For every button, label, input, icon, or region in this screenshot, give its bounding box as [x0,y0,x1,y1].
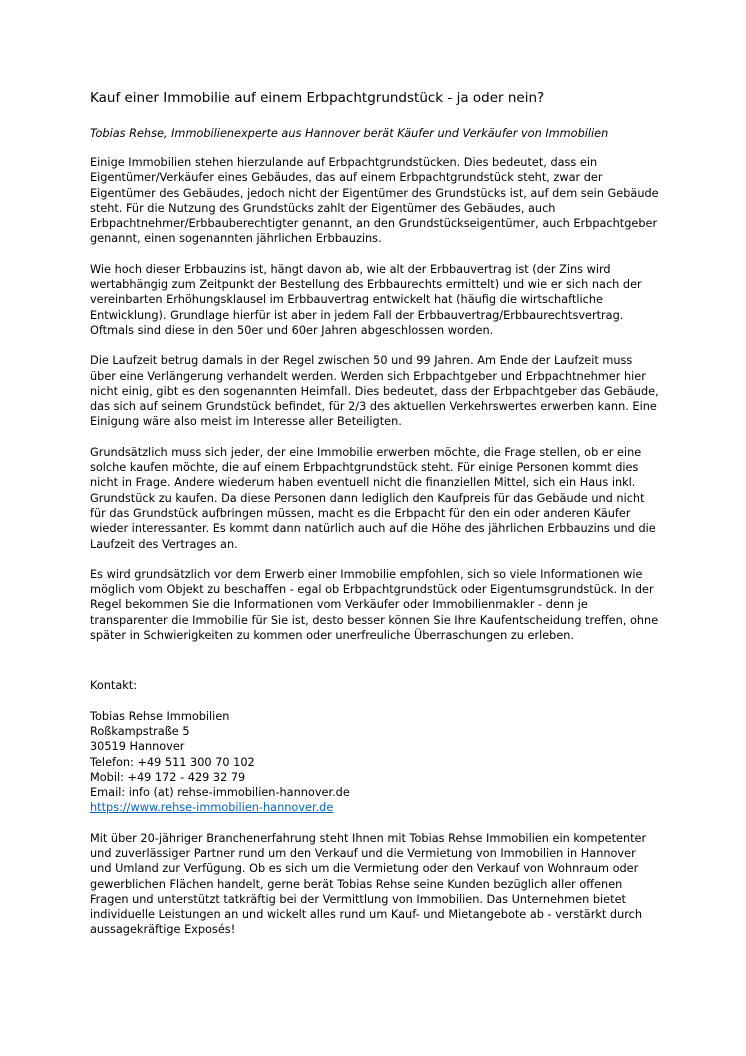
contact-block [90,709,660,816]
paragraph-4: Grundsätzlich muss sich jeder, der eine Immobilie erwerben möchte, die Frage stellen, ob er eine solche kaufen möchte, die auf einem Erbpachtgrundstück steht. Für einige Personen kommt dies nicht in Frage. Andere wiederum haben eventuell nicht die finanziellen Mittel, sich ein Haus inkl. Grundstück zu kaufen. Da diese Personen dann lediglich den Kaufpreis für das Gebäude und nicht für das Grundstück aufbringen müssen, macht es die Erbpacht für den ein oder anderen Käufer wieder interessanter. Es kommt dann natürlich auch auf die Höhe des jährlichen Erbbauzins und die Laufzeit des Vertrages an. [90,445,656,551]
contact-email: Email: info (at) rehse-immobilien-hannover.de [90,786,350,800]
contact-heading: Kontakt: [90,679,138,693]
closing-paragraph: Mit über 20-jähriger Branchenerfahrung steht Ihnen mit Tobias Rehse Immobilien ein kompetenter und zuverlässiger Partner rund um den Verkauf und die Vermietung von Immobilien in Hannover und Umland zur Verfügung. Ob es sich um die Vermietung oder den Verkauf von Wohnraum oder gewerblichen Flächen handelt, gerne berät Tobias Rehse seine Kunden bezüglich aller offenen Fragen und unterstützt tatkräftig bei der Vermittlung von Immobilien. Das Unternehmen bietet individuelle Leistungen an und wickelt alles rund um Kauf- und Mietangebote ab - verstärkt durch aussagekräftige Exposés! [90,831,647,937]
contact-street: Roßkampstraße 5 [90,724,190,738]
paragraph-2: Wie hoch dieser Erbbauzins ist, hängt davon ab, wie alt der Erbbauvertrag ist (der Zins wird wertabhängig zum Zeitpunkt der Bestellung des Erbbaurechts ermittelt) und wie er sich nach der vereinbarten Erhöhungsklausel im Erbbauvertrag entwickelt hat (häufig die wirtschaftliche Entwicklung). Grundlage hierfür ist aber in jedem Fall der Erbbauvertrag/Erbbaurechtsvertrag. Oftmals sind diese in den 50er und 60er Jahren abgeschlossen worden. [90,262,642,337]
contact-phone: Telefon: +49 511 300 70 102 [90,755,255,769]
paragraph-5: Es wird grundsätzlich vor dem Erwerb einer Immobilie empfohlen, sich so viele Informationen wie möglich vom Objekt zu beschaffen - egal ob Erbpachtgrundstück oder Eigentumsgrundstück. In der Regel bekommen Sie die Informationen vom Verkäufer oder Immobilienmakler - denn je transparenter die Immobilie für Sie ist, desto besser können Sie Ihre Kaufentscheidung treffen, ohne später in Schwierigkeiten zu kommen oder unerfreuliche Überraschungen zu erleben. [90,567,659,643]
contact-city: 30519 Hannover [90,740,185,754]
paragraph-3: Die Laufzeit betrug damals in der Regel zwischen 50 und 99 Jahren. Am Ende der Laufzeit muss über eine Verlängerung verhandelt werden. Werden sich Erbpachtgeber und Erbpachtnehmer hier nicht einig, gibt es den sogenannten Heimfall. Dies bedeutet, dass der Erbpachtgeber das Gebäude, das sich auf seinem Grundstück befindet, für 2/3 des aktuellen Verkehrswertes erwerben kann. Eine Einigung wäre also meist im Interesse aller Beteiligten. [90,354,659,429]
subtitle: Tobias Rehse, Immobilienexperte aus Hannover berät Käufer und Verkäufer von Immobilien [90,127,609,140]
contact-mobile: Mobil: +49 172 - 429 32 79 [90,770,246,784]
website-link[interactable]: https://www.rehse-immobilien-hannover.de [90,801,334,815]
contact-company-name: Tobias Rehse Immobilien [90,709,230,723]
paragraph-1: Einige Immobilien stehen hierzulande auf Erbpachtgrundstücken. Dies bedeutet, dass ein Eigentümer/Verkäufer eines Gebäudes, das auf einem Erbpachtgrundstück steht, zwar der Eigentümer des Gebäudes, jedoch nicht der Eigentümer des Grundstücks ist, auf dem sein Gebäude steht. Für die Nutzung des Grundstücks zahlt der Eigentümer des Gebäudes, auch Erbpachtnehmer/Erbbauberechtigter genannt, an den Grundstückseigentümer, auch Erbpachtgeber genannt, einen sogenannten jährlichen Erbbauzins. [90,156,659,246]
page-title: Kauf einer Immobilie auf einem Erbpachtgrundstück - ja oder nein? [90,90,545,106]
